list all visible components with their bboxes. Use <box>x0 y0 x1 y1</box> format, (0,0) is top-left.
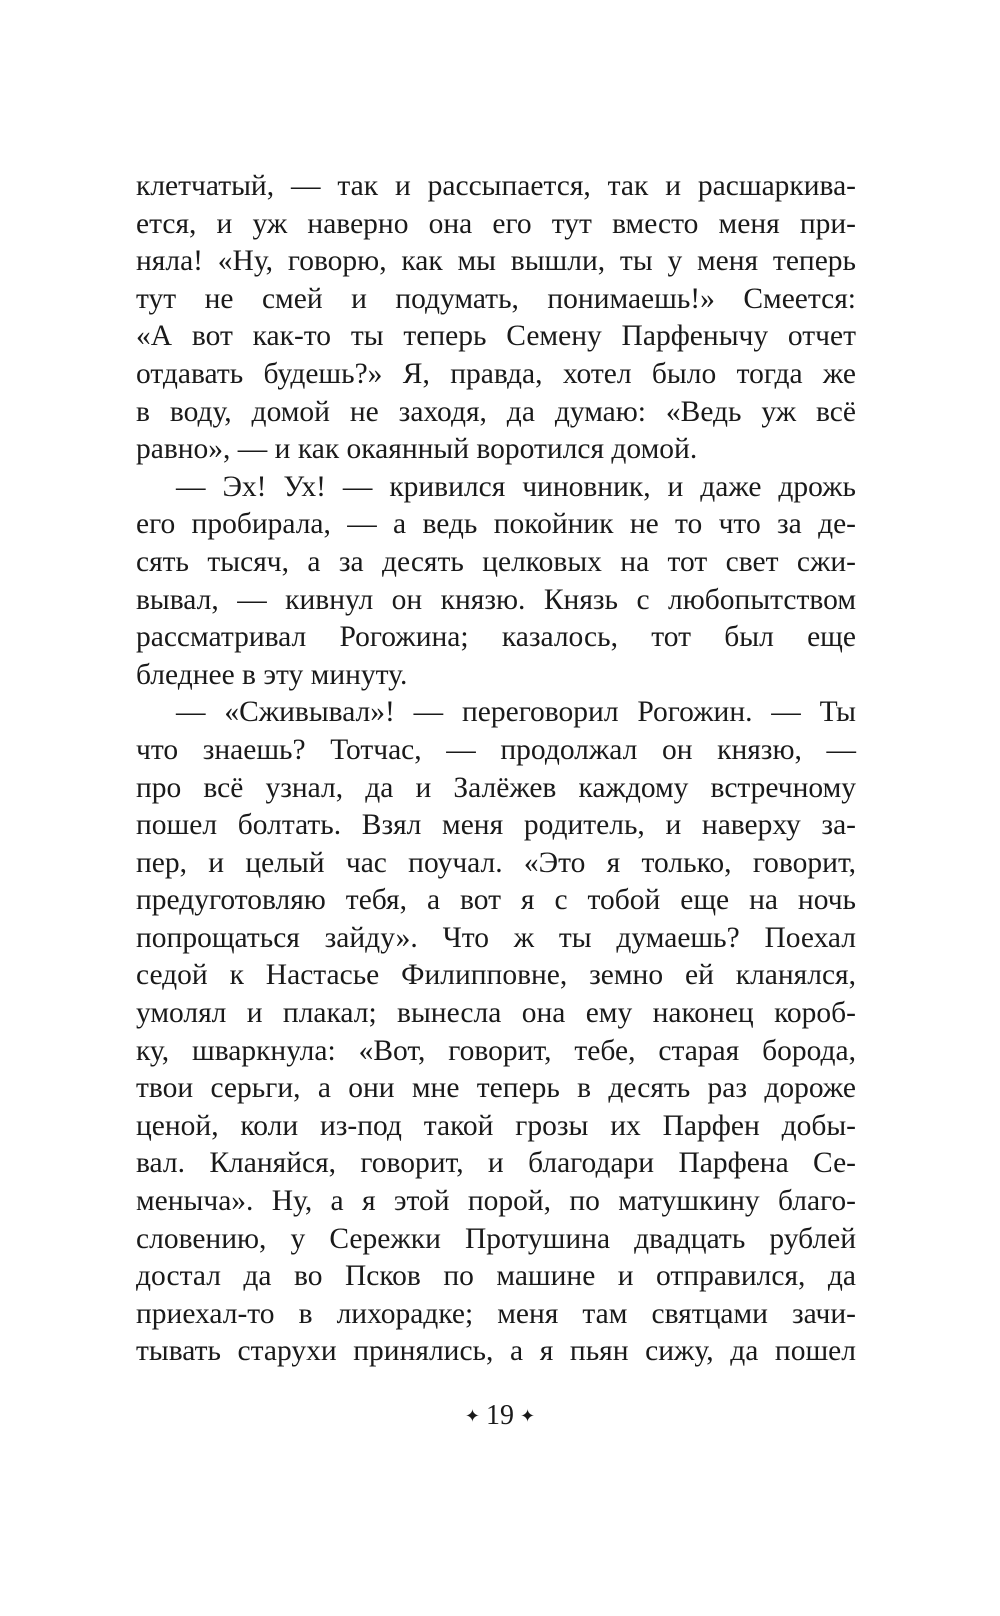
text-line: вал. Кланяйся, говорит, и благодари Парфена Се- <box>136 1147 856 1180</box>
ornament-left-icon: ✦ <box>464 1405 480 1426</box>
text-line: вывал, — кивнул он князю. Князь с любопытством <box>136 583 856 616</box>
text-line: попрощаться зайду». Что ж ты думаешь? Поехал <box>136 921 856 954</box>
text-line: — Эх! Ух! — кривился чиновник, и даже дрожь <box>176 470 856 503</box>
text-line: приехал-то в лихорадке; меня там святцами зачи- <box>136 1297 856 1330</box>
text-line: в воду, домой не заходя, да думаю: «Ведь уж всё <box>136 395 856 428</box>
text-line: меныча». Ну, а я этой порой, по матушкину благо- <box>136 1185 856 1218</box>
text-line: няла! «Ну, говорю, как мы вышли, ты у меня теперь <box>136 245 856 278</box>
text-line: предуготовляю тебя, а вот я с тобой еще на ночь <box>136 884 856 917</box>
text-line: словению, у Сережки Протушина двадцать рублей <box>136 1222 856 1255</box>
text-line: седой к Настасье Филипповне, земно ей кланялся, <box>136 959 856 992</box>
text-line: про всё узнал, да и Залёжев каждому встречному <box>136 771 856 804</box>
text-line: достал да во Псков по машине и отправился, да <box>136 1260 856 1293</box>
text-line: что знаешь? Тотчас, — продолжал он князю, — <box>136 733 856 766</box>
page-number: 19 <box>486 1400 514 1431</box>
ornament-right-icon: ✦ <box>520 1405 536 1426</box>
page-number-footer <box>0 1396 1000 1438</box>
text-line: умолял и плакал; вынесла она ему наконец короб- <box>136 997 856 1030</box>
text-line: тывать старухи принялись, а я пьян сижу, да пошел <box>136 1335 856 1368</box>
text-line: ется, и уж наверно она его тут вместо меня при- <box>136 207 856 240</box>
text-line: отдавать будешь?» Я, правда, хотел было тогда же <box>136 357 856 390</box>
text-line: рассматривал Рогожина; казалось, тот был еще <box>136 621 856 654</box>
text-line: ценой, коли из-под такой грозы их Парфен добы- <box>136 1109 856 1142</box>
text-line: «А вот как-то ты теперь Семену Парфенычу отчет <box>136 320 856 353</box>
text-line: его пробирала, — а ведь покойник не то что за де- <box>136 508 856 541</box>
page-body <box>136 168 856 1371</box>
text-line: равно», — и как окаянный воротился домой. <box>136 433 698 466</box>
text-line: тут не смей и подумать, понимаешь!» Смеется: <box>136 282 856 315</box>
text-line: клетчатый, — так и рассыпается, так и расшаркива- <box>136 170 856 202</box>
text-line: твои серьги, а они мне теперь в десять раз дороже <box>136 1072 856 1105</box>
text-line: пер, и целый час поучал. «Это я только, говорит, <box>136 846 856 879</box>
text-line: пошел болтать. Взял меня родитель, и наверху за- <box>136 809 856 842</box>
text-line: бледнее в эту минуту. <box>136 658 408 691</box>
text-line: — «Сживывал»! — переговорил Рогожин. — Ты <box>176 696 856 729</box>
text-line: сять тысяч, а за десять целковых на тот свет сжи- <box>136 545 856 578</box>
text-line: ку, шваркнула: «Вот, говорит, тебе, старая борода, <box>136 1034 856 1067</box>
